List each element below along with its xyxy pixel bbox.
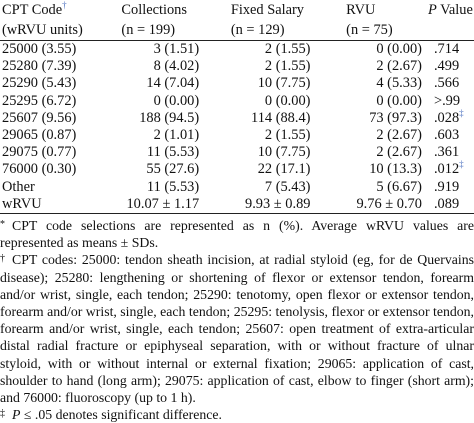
rvu-cell: 10 (13.3) [369, 161, 422, 178]
header-fixed-salary: Fixed Salary [230, 2, 304, 18]
rvu-cell: 0 (0.00) [346, 41, 428, 59]
cpt-code-cell: Other [2, 178, 35, 195]
footnote: ‡ P ≤ .05 denotes significant difference. [0, 407, 222, 423]
rvu-cell: 9.76 ± 0.70 [346, 196, 428, 214]
subheader-row [0, 22, 474, 41]
collections-cell: 188 (94.5) [139, 109, 200, 126]
fixed-salary-cell: 9.93 ± 0.89 [227, 196, 331, 214]
table-row [0, 110, 474, 127]
table-body [0, 41, 474, 214]
header-fixed-n: (n = 129) [227, 22, 331, 41]
fixed-salary-cell: 0 (0.00) [264, 92, 311, 109]
table-row [0, 58, 474, 75]
p-value-cell: .566 [433, 75, 460, 92]
footnotes [0, 217, 474, 423]
cpt-code-cell: 76000 (0.30) [2, 161, 77, 178]
cpt-code-cell: 29075 (0.77) [2, 144, 77, 161]
rvu-cell: 5 (6.67) [376, 178, 422, 195]
header-collections-n: (n = 199) [113, 22, 211, 41]
header-rvu: RVU [346, 2, 376, 18]
rvu-cell: 2 (2.67) [376, 58, 422, 75]
header-collections: Collections [121, 2, 187, 18]
p-value-cell: >.99 [433, 92, 461, 109]
cpt-code-cell: 25290 (5.43) [2, 75, 77, 92]
table-row [0, 161, 474, 178]
rvu-cell: 4 (5.33) [376, 75, 422, 92]
cpt-code-cell: 25295 (6.72) [2, 92, 77, 109]
fixed-salary-cell: 10 (7.75) [257, 75, 311, 92]
table-row [0, 196, 474, 214]
p-value-cell: .089 [428, 196, 474, 214]
table-row [0, 41, 474, 59]
p-value-cell: .361 [433, 144, 460, 161]
table-row [0, 144, 474, 161]
rvu-cell: 2 (2.67) [376, 144, 422, 161]
collections-cell: 55 (27.6) [146, 161, 200, 178]
p-value-cell: .603 [433, 126, 460, 143]
header-cpt-code: CPT Code† [2, 0, 67, 18]
p-value-cell: .714 [428, 41, 474, 59]
significance-mark: ‡ [459, 107, 464, 118]
significance-mark: ‡ [459, 159, 464, 170]
header-row [0, 0, 474, 22]
rvu-cell: 2 (2.67) [376, 126, 422, 143]
table-row [0, 93, 474, 110]
header-wrvu-units: (wRVU units) [2, 22, 83, 38]
cpt-code-cell: 25280 (7.39) [2, 58, 77, 75]
collections-cell: 11 (5.53) [146, 178, 200, 195]
table-row [0, 75, 474, 92]
header-rvu-n: (n = 75) [346, 22, 428, 41]
fixed-salary-cell: 22 (17.1) [257, 161, 311, 178]
table-row [0, 179, 474, 196]
fixed-salary-cell: 2 (1.55) [264, 58, 311, 75]
header-p-value: P Value [427, 2, 473, 18]
rvu-cell: 0 (0.00) [376, 92, 422, 109]
fixed-salary-cell: 7 (5.43) [264, 178, 311, 195]
cpt-code-cell: 29065 (0.87) [2, 126, 77, 143]
collections-cell: 8 (4.02) [153, 58, 200, 75]
collections-cell: 0 (0.00) [153, 92, 200, 109]
collections-cell: 3 (1.51) [113, 41, 211, 59]
p-value-cell: .012‡ [433, 159, 464, 178]
collections-cell: 10.07 ± 1.17 [113, 196, 211, 214]
collections-cell: 2 (1.01) [153, 126, 200, 143]
cpt-code-cell: 25000 (3.55) [0, 41, 113, 59]
dagger-mark: † [62, 0, 67, 11]
p-value-cell: .028‡ [433, 107, 464, 126]
fixed-salary-cell: 2 (1.55) [227, 41, 331, 59]
footnote: * CPT code selections are represented as n (%). Average wRVU values are represented as means ± SDs. [0, 218, 474, 251]
collections-cell: 11 (5.53) [146, 144, 200, 161]
p-value-cell: .499 [433, 58, 460, 75]
fixed-salary-cell: 10 (7.75) [257, 144, 311, 161]
cpt-code-cell: 25607 (9.56) [2, 109, 77, 126]
footnote: † CPT codes: 25000: tendon sheath incision, at radial styloid (eg, for de Quervains disease); 25280: lengthening or shortening of flexor or extensor tendon, forearm and/or wrist, single, each tendon; 25290: tenotomy, open flexor or extensor tendon, forearm and/or wrist, single, each tendon; 25295: tenolysis, flexor or extensor tendon, forearm and/or wrist, single, each tendon; 25607: open treatment of extra-articular distal radial fracture or epiphyseal separation, with or without fracture of ulnar styloid, with or without internal or external fixation; 29065: application of cast, shoulder to hand (long arm); 29075: application of cast, elbow to finger (short arm); and 76000: fluoroscopy (up to 1 h). [0, 252, 474, 406]
fixed-salary-cell: 2 (1.55) [264, 126, 311, 143]
p-value-cell: .919 [433, 178, 460, 195]
fixed-salary-cell: 114 (88.4) [251, 109, 311, 126]
collections-cell: 14 (7.04) [146, 75, 200, 92]
cpt-code-cell: wRVU [0, 196, 113, 214]
table-row [0, 127, 474, 144]
rvu-cell: 73 (97.3) [369, 109, 422, 126]
